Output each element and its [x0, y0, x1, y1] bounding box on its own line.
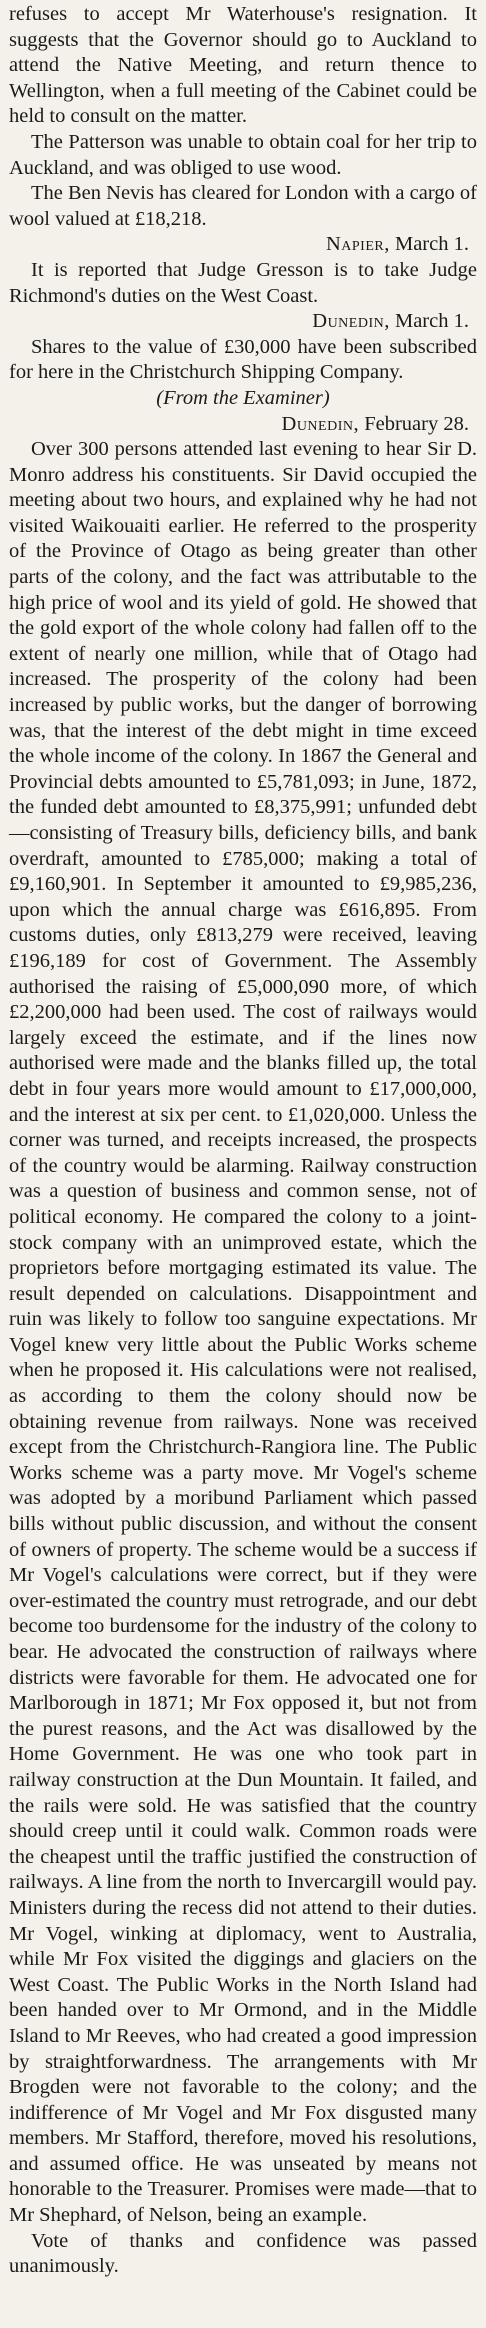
paragraph-intro: refuses to accept Mr Waterhouse's resignation. It suggests that the Governor should go to Auckland to attend the Native Meeting, and return thence to Wellington, when a full meeting of the Cabinet could be held to consult on the matter. — [9, 3, 477, 128]
paragraph-ben-nevis: The Ben Nevis has cleared for London with a cargo of wool valued at £18,218. — [9, 182, 477, 230]
dateline-place: Napier, — [325, 233, 390, 256]
dateline-date: March 1. — [394, 233, 469, 256]
source-line: (From the Examiner) — [156, 386, 330, 409]
dateline-dunedin-2 — [9, 412, 477, 438]
dateline-dunedin-1 — [9, 309, 477, 335]
dateline-date: March 1. — [394, 310, 469, 333]
paragraph-patterson: The Patterson was unable to obtain coal for her trip to Auckland, and was obliged to use wood. — [9, 130, 477, 179]
paragraph-shipping-company: Shares to the value of £30,000 have been subscribed for here in the Christchurch Shipping Company. — [9, 335, 477, 384]
dateline-date: February 28. — [364, 412, 469, 435]
dateline-place: Dunedin, — [281, 412, 360, 435]
paragraph-napier: It is reported that Judge Gresson is to take Judge Richmond's duties on the West Coast. — [9, 258, 477, 307]
dateline-place: Dunedin, — [312, 310, 390, 333]
paragraph-monro-address: Over 300 persons attended last evening to hear Sir D. Monro address his constituents. Sir David occupied the meeting about two hours, and explained why he had not visited Waikouaiti earlier. He referred to the prosperity of the Province of Otago as being greater than other parts of the colony, and the fact was attributable to the high price of wool and its yield of gold. He showed that the gold export of the whole colony had fallen off to the extent of nearly one million, while that of Otago had increased. The prosperity of the colony had been increased by public works, but the danger of borrowing was, that the interest of the debt might in time exceed the whole income of the colony. In 1867 the General and Provincial debts amounted to £5,781,093; in June, 1872, the funded debt amounted to £8,375,991; unfunded debt—consisting of Treasury bills, deficiency bills, and bank overdraft, amounted to £785,000; making a total of £9,160,901. In September it amounted to £9,985,236, upon which the annual charge was £616,895. From customs duties, only £813,279 were received, leaving £196,189 for cost of Government. The Assembly authorised the raising of £5,000,090 more, of which £2,200,000 had been used. The cost of railways would largely exceed the estimate, and if the lines now authorised were made and the blanks filled up, the total debt in four years more would amount to £17,000,000, and the interest at six per cent. to £1,020,000. Unless the corner was turned, and receipts increased, the prospects of the country would be alarming. Railway construction was a question of business and common sense, not of political economy. He compared the colony to a joint-stock company with an unimproved estate, which the proprietors before mortgaging estimated its value. The result depended on calculations. Disappointment and ruin was likely to follow too sanguine expectations. Mr Vogel knew very little about the Public Works scheme when he proposed it. His calculations were not realised, as according to them the colony should now be obtaining revenue from railways. None was received except from the Christchurch-Rangiora line. The Public Works scheme was a party move. Mr Vogel's scheme was adopted by a moribund Parliament which passed bills without public discussion, and without the consent of owners of property. The scheme would be a success if Mr Vogel's calculations were correct, but if they were over-estimated the country must retrograde, and our debt become too burdensome for the industry of the colony to bear. He advocated the construction of railways where districts were favorable for them. He advocated one for Marlborough in 1871; Mr Fox opposed it, but not from the purest reasons, and the Act was disallowed by the Home Government. He was one who took part in railway construction at the Dun Mountain. It failed, and the rails were sold. He was satisfied that the country should creep until it could walk. Common roads were the cheapest until the traffic justified the construction of railways. A line from the north to Invercargill would pay. Ministers during the recess did not attend to their duties. Mr Vogel, winking at diplomacy, went to Australia, while Mr Fox visited the diggings and glaciers on the West Coast. The Public Works in the North Island had been handed over to Mr Ormond, and in the Middle Island to Mr Reeves, who had created a good impression by straightforwardness. The arrangements with Mr Brogden were not favorable to the colony; and the indifference of Mr Vogel and Mr Fox disgusted many members. Mr Stafford, therefore, moved his resolutions, and assumed office. He was unseated by means not honorable to the Treasurer. Promises were made—that to Mr Shephard, of Nelson, being an example. — [9, 438, 477, 2227]
dateline-napier — [9, 232, 477, 258]
paragraph-vote-of-thanks: Vote of thanks and confidence was passed unanimously. — [9, 2229, 477, 2278]
